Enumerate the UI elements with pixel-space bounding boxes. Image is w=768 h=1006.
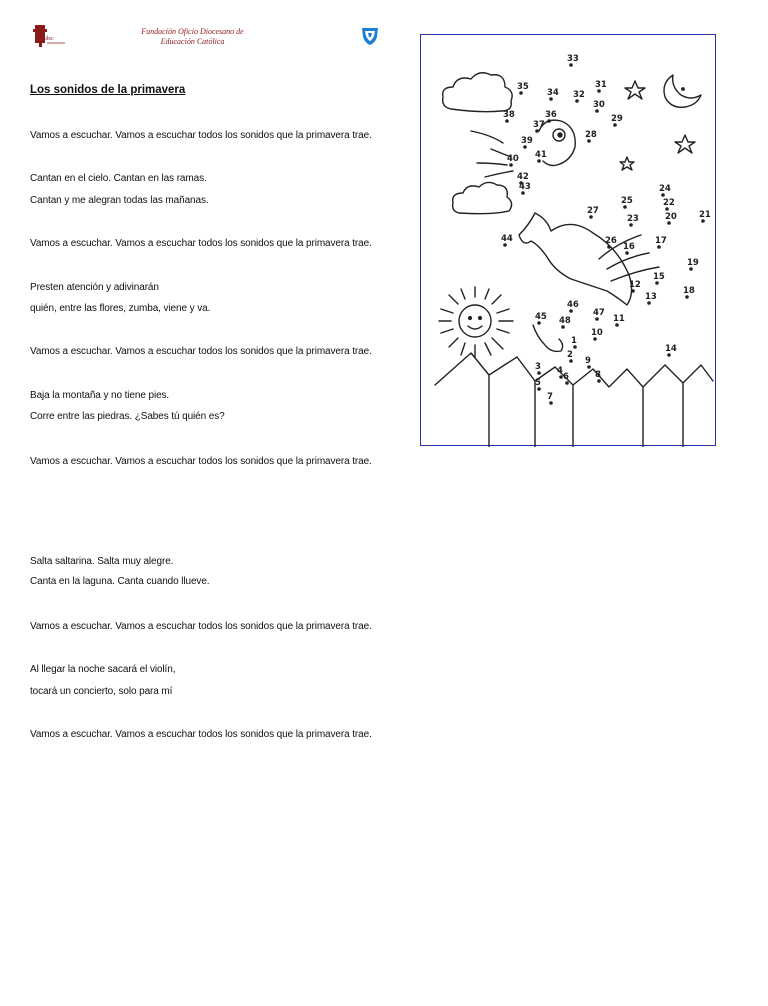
- bird-wing: [519, 213, 632, 305]
- dot-44: [501, 234, 513, 247]
- dot-8: [595, 370, 601, 383]
- dot-33: [567, 54, 579, 67]
- dot-number: 23: [627, 214, 639, 224]
- dot-number: 42: [517, 172, 529, 182]
- dot-17: [655, 236, 667, 249]
- dot-number: 24: [659, 184, 671, 194]
- dot-number: 36: [545, 110, 557, 120]
- dot-21: [699, 210, 711, 223]
- dot-6: [563, 372, 569, 385]
- dot-12: [629, 280, 641, 293]
- song-line: Salta saltarina. Salta muy alegre.: [30, 556, 174, 567]
- song-line: Vamos a escuchar. Vamos a escuchar todos los sonidos que la primavera trae.: [30, 238, 372, 249]
- dot-number: 22: [663, 198, 675, 208]
- dot-27: [587, 206, 599, 219]
- dot-2: [567, 350, 573, 363]
- dot-number: 2: [567, 350, 573, 360]
- dot-number: 7: [547, 392, 553, 402]
- dot-41: [535, 150, 547, 163]
- dot-20: [665, 212, 677, 225]
- dot-13: [645, 292, 657, 305]
- song-line: Canta en la laguna. Canta cuando llueve.: [30, 576, 210, 587]
- dot-number: 39: [521, 136, 533, 146]
- dot-number: 13: [645, 292, 657, 302]
- dot-3: [535, 362, 541, 375]
- song-line: Vamos a escuchar. Vamos a escuchar todos los sonidos que la primavera trae.: [30, 621, 372, 632]
- song-line: Vamos a escuchar. Vamos a escuchar todos los sonidos que la primavera trae.: [30, 346, 372, 357]
- dot-number: 32: [573, 90, 585, 100]
- logo-text: Fodec: [39, 36, 54, 42]
- dot-29: [611, 114, 623, 127]
- dot-number: 45: [535, 312, 547, 322]
- sun-icon: [459, 305, 491, 337]
- dot-19: [687, 258, 699, 271]
- dot-35: [517, 82, 529, 95]
- dot-11: [613, 314, 625, 327]
- dot-number: 37: [533, 120, 545, 130]
- star-icon: [625, 81, 645, 99]
- song-title: Los sonidos de la primavera: [30, 84, 186, 96]
- dot-number: 46: [567, 300, 579, 310]
- song-line: Baja la montaña y no tiene pies.: [30, 390, 170, 401]
- dot-39: [521, 136, 533, 149]
- song-line: Cantan y me alegran todas las mañanas.: [30, 195, 209, 206]
- dot-number: 11: [613, 314, 625, 324]
- dot-number: 21: [699, 210, 711, 220]
- dot-16: [623, 242, 635, 255]
- song-line: Cantan en el cielo. Cantan en las ramas.: [30, 173, 207, 184]
- dot-38: [503, 110, 515, 123]
- dot-number: 25: [621, 196, 633, 206]
- dot-number: 18: [683, 286, 695, 296]
- dot-number: 14: [665, 344, 677, 354]
- dot-number: 29: [611, 114, 623, 124]
- dot-18: [683, 286, 695, 299]
- fodec-logo: [33, 24, 67, 48]
- dot-number: 41: [535, 150, 547, 160]
- dot-40: [507, 154, 519, 167]
- dot-32: [573, 90, 585, 103]
- dot-47: [593, 308, 605, 321]
- cloud-icon: [443, 73, 512, 112]
- dot-number: 30: [593, 100, 605, 110]
- dot-number: 26: [605, 236, 617, 246]
- song-line: Vamos a escuchar. Vamos a escuchar todos los sonidos que la primavera trae.: [30, 729, 372, 740]
- dot-number: 47: [593, 308, 605, 318]
- song-line: Corre entre las piedras. ¿Sabes tú quién es?: [30, 411, 225, 422]
- dot-5: [535, 378, 541, 391]
- organization-line-2: Educación Católica: [160, 37, 225, 46]
- dot-23: [627, 214, 639, 227]
- song-line: Presten atención y adivinarán: [30, 282, 159, 293]
- dot-number: 19: [687, 258, 699, 268]
- dot-to-dot-picture: [420, 34, 716, 446]
- dot-number: 3: [535, 362, 541, 372]
- dot-number: 4: [557, 366, 563, 376]
- dot-22: [663, 198, 675, 211]
- dot-number: 40: [507, 154, 519, 164]
- dot-number: 31: [595, 80, 607, 90]
- dot-43: [519, 182, 531, 195]
- star-icon: [675, 135, 695, 153]
- dot-9: [585, 356, 591, 369]
- organization-line-1: Fundación Oficio Diocesano de: [141, 27, 244, 36]
- dot-46: [567, 300, 579, 313]
- song-line: tocará un concierto, solo para mí: [30, 686, 173, 697]
- dot-31: [595, 80, 607, 93]
- dot-number: 15: [653, 272, 665, 282]
- dot-number: 33: [567, 54, 579, 64]
- dot-number: 20: [665, 212, 677, 222]
- dot-number: 44: [501, 234, 513, 244]
- shield-icon: [360, 26, 380, 46]
- dot-30: [593, 100, 605, 113]
- fence: [435, 353, 713, 447]
- dot-14: [665, 344, 677, 357]
- star-icon: [620, 157, 634, 170]
- dot-number: 9: [585, 356, 591, 366]
- dot-10: [591, 328, 603, 341]
- dot-number: 43: [519, 182, 531, 192]
- dot-15: [653, 272, 665, 285]
- dot-45: [535, 312, 547, 325]
- dot-number: 10: [591, 328, 603, 338]
- song-line: Vamos a escuchar. Vamos a escuchar todos los sonidos que la primavera trae.: [30, 130, 372, 141]
- dot-number: 27: [587, 206, 599, 216]
- dot-number: 38: [503, 110, 515, 120]
- dot-number: 12: [629, 280, 641, 290]
- dot-28: [585, 130, 597, 143]
- dot-number: 16: [623, 242, 635, 252]
- song-line: Vamos a escuchar. Vamos a escuchar todos los sonidos que la primavera trae.: [30, 456, 372, 467]
- song-line: quién, entre las flores, zumba, viene y va.: [30, 303, 211, 314]
- song-line: Al llegar la noche sacará el violín,: [30, 664, 176, 675]
- dot-25: [621, 196, 633, 209]
- dot-number: 48: [559, 316, 571, 326]
- dot-24: [659, 184, 671, 197]
- dot-number: 5: [535, 378, 541, 388]
- dot-number: 35: [517, 82, 529, 92]
- dot-7: [547, 392, 553, 405]
- dot-1: [571, 336, 577, 349]
- dot-number: 6: [563, 372, 569, 382]
- cloud-icon: [453, 182, 512, 213]
- dot-34: [547, 88, 559, 101]
- moon-icon: [664, 75, 701, 107]
- dot-number: 1: [571, 336, 577, 346]
- dot-number: 8: [595, 370, 601, 380]
- dot-number: 34: [547, 88, 559, 98]
- dot-to-dot-drawing: [421, 35, 717, 447]
- dot-number: 17: [655, 236, 667, 246]
- dot-48: [559, 316, 571, 329]
- dot-number: 28: [585, 130, 597, 140]
- organization-name: [120, 27, 265, 47]
